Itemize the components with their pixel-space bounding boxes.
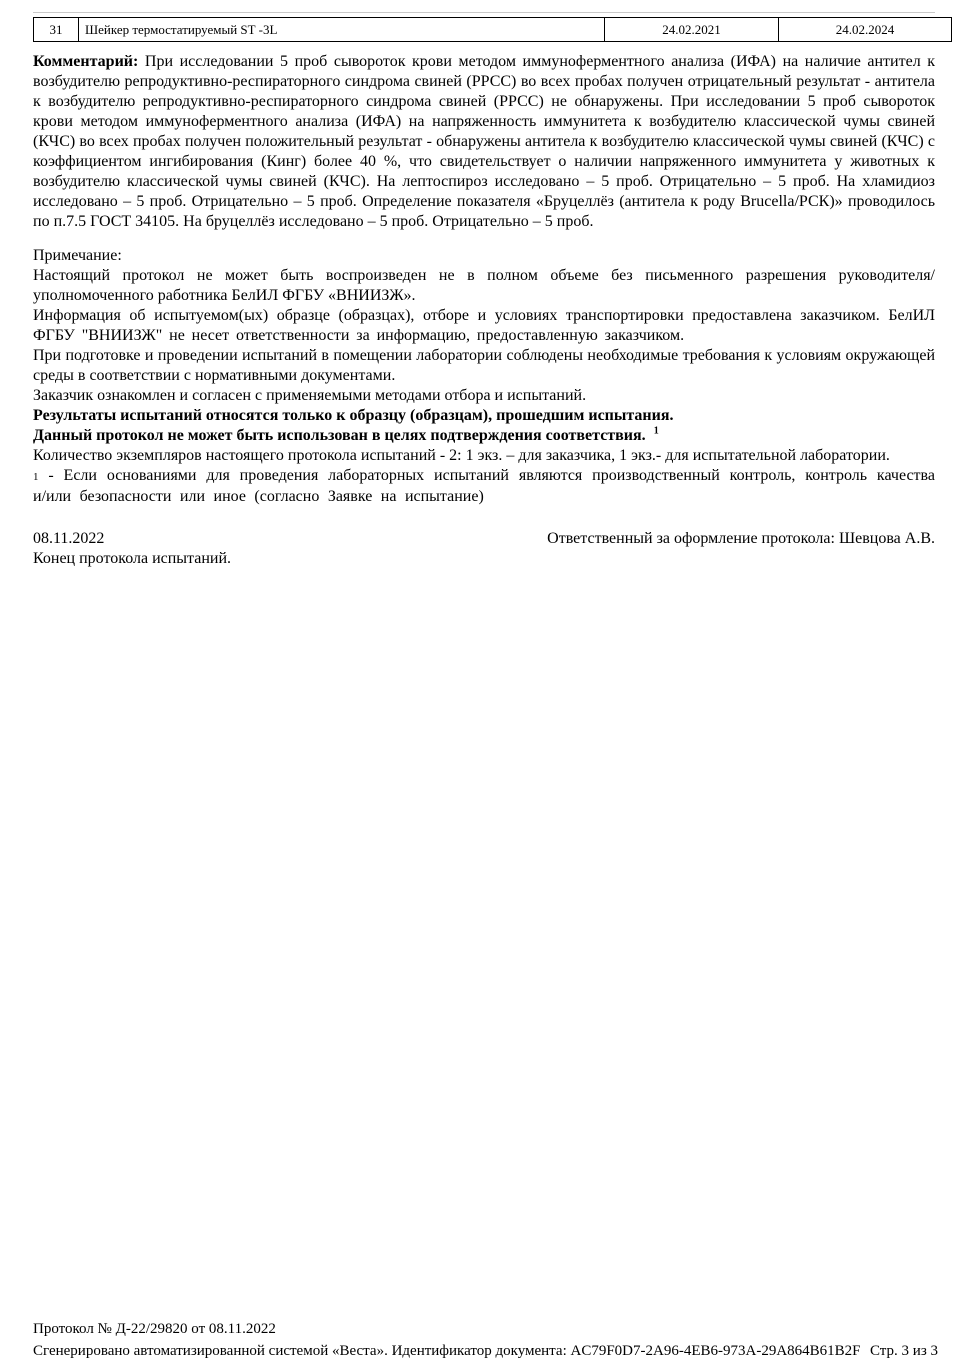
- note-lab-conditions: При подготовке и проведении испытаний в помещении лаборатории соблюдены необходимые требования к условиям окружающей среды в соответствии с нормативными документами.: [33, 347, 935, 384]
- footer-protocol-number: Протокол № Д-22/29820 от 08.11.2022: [33, 1321, 276, 1337]
- equipment-valid-until-cell: 24.02.2024: [779, 18, 952, 42]
- protocol-date: 08.11.2022: [33, 530, 105, 547]
- equipment-table-row: [34, 18, 952, 42]
- equipment-verification-date-cell: 24.02.2021: [605, 18, 779, 42]
- responsible-person: Ответственный за оформление протокола: Шевцова А.В.: [547, 530, 935, 547]
- page-footer: [33, 1318, 938, 1362]
- notes-label: Примечание:: [33, 247, 122, 264]
- note-results-apply-statement: Результаты испытаний относятся только к образцу (образцам), прошедшим испытания.: [33, 407, 674, 424]
- footer-generated-row: [33, 1340, 938, 1362]
- signature-row: [33, 529, 935, 549]
- footnote-marker: 1: [33, 471, 39, 483]
- no-conformity-text: Данный протокол не может быть использован в целях подтверждения соответствия.: [33, 427, 646, 444]
- note-customer-agreement: Заказчик ознакомлен и согласен с применяемыми методами отбора и испытаний.: [33, 387, 587, 404]
- commentary-paragraph: [33, 52, 935, 232]
- equipment-row-number-cell: 31: [34, 18, 79, 42]
- note-copies-count: Количество экземпляров настоящего протокола испытаний - 2: 1 экз. – для заказчика, 1 экз.- для испытательной лаборатории.: [33, 447, 890, 464]
- end-of-protocol-line: Конец протокола испытаний.: [33, 550, 232, 567]
- previous-row-remnant-line: [33, 12, 935, 13]
- footnote-paragraph: [33, 466, 935, 507]
- note-reproduction-restriction: Настоящий протокол не может быть воспроизведен не в полном объеме без письменного разрешения руководителя/уполномоченного работника БелИЛ ФГБУ «ВНИИЗЖ».: [33, 267, 935, 304]
- commentary-text: При исследовании 5 проб сывороток крови методом иммуноферментного анализа (ИФА) на наличие антител к возбудителю репродуктивно-респираторного синдрома свиней (РРСС) во всех пробах получен отрицательный результат - антитела к возбудителю репродуктивно-респираторного синдрома свиней (РРСС) не обнаружены. При исследовании 5 проб сывороток крови методом иммуноферментного анализа (ИФА) на напряженность иммунитета к возбудителю классической чумы свиней (КЧС) во всех пробах получен положительный результат - обнаружены антитела к возбудителю классической чумы свиней (КЧС) с коэффициентом ингибирования (Кинг) более 40 %, что свидетельствует о наличии напряженного иммунитета у животных к возбудителю классической чумы свиней (КЧС). На лептоспироз исследовано – 5 проб. Отрицательно – 5 проб. На хламидиоз исследовано – 5 проб. Отрицательно – 5 проб. Определение показателя «Бруцеллёз (антитела к роду Brucella/РСК)» проводилось по п.7.5 ГОСТ 34105. На бруцеллёз исследовано – 5 проб. Отрицательно – 5 проб.: [33, 53, 936, 230]
- note-sample-info-disclaimer: Информация об испытуемом(ых) образце (образцах), отборе и условиях транспортировки предоставлена заказчиком. БелИЛ ФГБУ "ВНИИЗЖ" не несет ответственности за информацию, предоставленную заказчиком.: [33, 307, 935, 344]
- footer-page-number: Стр. 3 из 3: [870, 1343, 938, 1359]
- equipment-name-cell: Шейкер термостатируемый ST -3L: [79, 18, 605, 42]
- footer-generated-text: Сгенерировано автоматизированной системой «Веста». Идентификатор документа: AC79F0D7-2A96-4EB6-973A-29A864B61B2F: [33, 1343, 861, 1359]
- footnote-text: - Если основаниями для проведения лабораторных испытаний являются производственный контроль, контроль качества и/или безопасности или иное (согласно Заявке на испытание): [33, 467, 935, 505]
- commentary-label: Комментарий:: [33, 53, 139, 70]
- footnote-reference: 1: [653, 425, 659, 437]
- note-no-conformity-statement: [33, 426, 935, 446]
- equipment-table: [33, 17, 952, 42]
- notes-section: [33, 246, 935, 507]
